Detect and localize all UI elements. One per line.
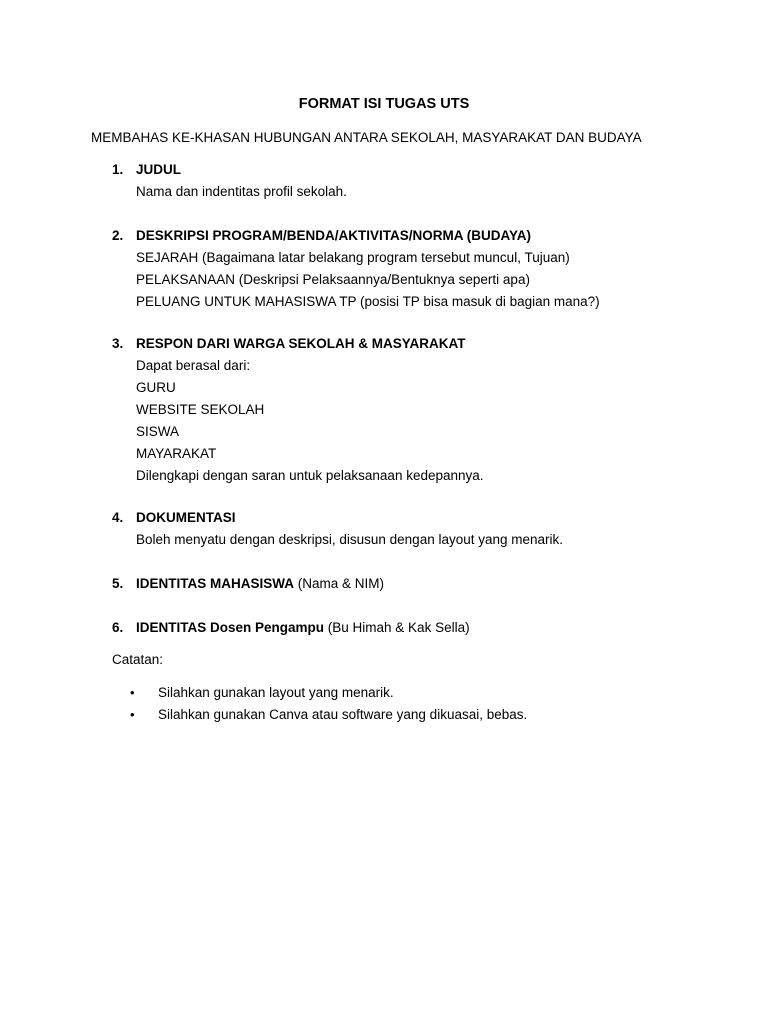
section-dokumentasi	[112, 507, 563, 551]
section-line: SEJARAH (Bagaimana latar belakang program tersebut muncul, Tujuan)	[136, 250, 570, 265]
notes-list	[130, 682, 527, 726]
note-text: Silahkan gunakan Canva atau software yang dikuasai, bebas.	[158, 707, 528, 722]
section-title-suffix: (Bu Himah & Kak Sella)	[324, 620, 470, 635]
document-title: FORMAT ISI TUGAS UTS	[298, 96, 470, 112]
section-number: 4.	[112, 510, 124, 525]
bullet-icon: •	[130, 685, 135, 700]
section-number: 1.	[112, 162, 124, 177]
section-title: DOKUMENTASI	[136, 510, 236, 525]
section-number: 5.	[112, 576, 124, 591]
section-line: MAYARAKAT	[136, 446, 217, 461]
section-line: PELAKSANAAN (Deskripsi Pelaksaannya/Bentuknya seperti apa)	[136, 272, 530, 287]
section-heading	[112, 617, 470, 639]
section-title: RESPON DARI WARGA SEKOLAH & MASYARAKAT	[136, 336, 466, 351]
section-heading	[112, 573, 384, 595]
list-item	[130, 704, 527, 726]
section-title: IDENTITAS MAHASISWA	[136, 576, 294, 591]
section-title: DESKRIPSI PROGRAM/BENDA/AKTIVITAS/NORMA (BUDAYA)	[136, 228, 532, 243]
section-line: Dapat berasal dari:	[136, 358, 251, 373]
section-heading	[112, 333, 484, 355]
section-heading	[112, 225, 600, 247]
section-line: Boleh menyatu dengan deskripsi, disusun dengan layout yang menarik.	[136, 532, 564, 547]
section-line: WEBSITE SEKOLAH	[136, 402, 265, 417]
section-number: 3.	[112, 336, 124, 351]
section-number: 2.	[112, 228, 124, 243]
section-line: SISWA	[136, 424, 180, 439]
section-line: PELUANG UNTUK MAHASISWA TP (posisi TP bisa masuk di bagian mana?)	[136, 294, 600, 309]
document-subtitle: MEMBAHAS KE-KHASAN HUBUNGAN ANTARA SEKOLAH, MASYARAKAT DAN BUDAYA	[91, 130, 642, 145]
section-identitas-dosen	[112, 617, 470, 639]
section-title-suffix: (Nama & NIM)	[294, 576, 385, 591]
section-respon	[112, 333, 484, 487]
note-text: Silahkan gunakan layout yang menarik.	[158, 685, 394, 700]
section-number: 6.	[112, 620, 124, 635]
section-line: GURU	[136, 380, 176, 395]
list-item	[130, 682, 527, 704]
bullet-icon: •	[130, 707, 135, 722]
section-heading	[112, 507, 563, 529]
section-line: Dilengkapi dengan saran untuk pelaksanaan kedepannya.	[136, 468, 484, 483]
section-title: IDENTITAS Dosen Pengampu	[136, 620, 325, 635]
section-heading	[112, 159, 347, 181]
notes-label: Catatan:	[112, 652, 164, 667]
section-identitas-mahasiswa	[112, 573, 384, 595]
section-line: Nama dan indentitas profil sekolah.	[136, 184, 347, 199]
section-deskripsi	[112, 225, 600, 313]
section-title: JUDUL	[136, 162, 182, 177]
section-judul	[112, 159, 347, 203]
